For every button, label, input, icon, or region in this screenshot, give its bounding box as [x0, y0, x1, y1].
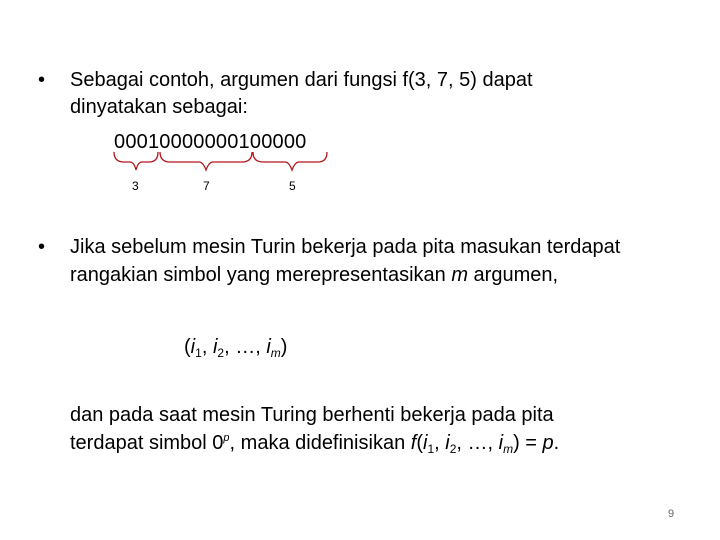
brace-label-3: 3 [132, 179, 139, 193]
page-number: 9 [668, 508, 675, 520]
bullet-1-line-2: dinyatakan sebagai: [70, 96, 248, 118]
bullet-1-line-1: Sebagai contoh, argumen dari fungsi f(3, 7, 5) dapat [70, 69, 533, 91]
bullet-2-line-2: rangakian simbol yang merepresentasikan m argumen, [70, 264, 559, 286]
bullet-2-line-1: Jika sebelum mesin Turin bekerja pada pita masukan terdapat [70, 236, 621, 258]
brace-group-7 [160, 152, 252, 170]
argument-tuple: ($i_1$, $i_2$, …, $i_m$) [184, 336, 288, 360]
bullet-2-marker: • [38, 236, 46, 258]
brace-group-3 [114, 152, 158, 170]
binary-string: 00010000000100000 [114, 131, 307, 153]
brace-label-7: 7 [203, 179, 210, 193]
paragraph-line-2: terdapat simbol 0$^p$, maka didefinisikan $f(i_1$, $i_2$, …, $i_m) = p$. [70, 432, 560, 456]
brace-group-5 [253, 152, 327, 170]
paragraph-line-1: dan pada saat mesin Turing berhenti bekerja pada pita [70, 404, 554, 426]
bullet-1-marker: • [38, 69, 46, 91]
brace-label-5: 5 [289, 179, 296, 193]
